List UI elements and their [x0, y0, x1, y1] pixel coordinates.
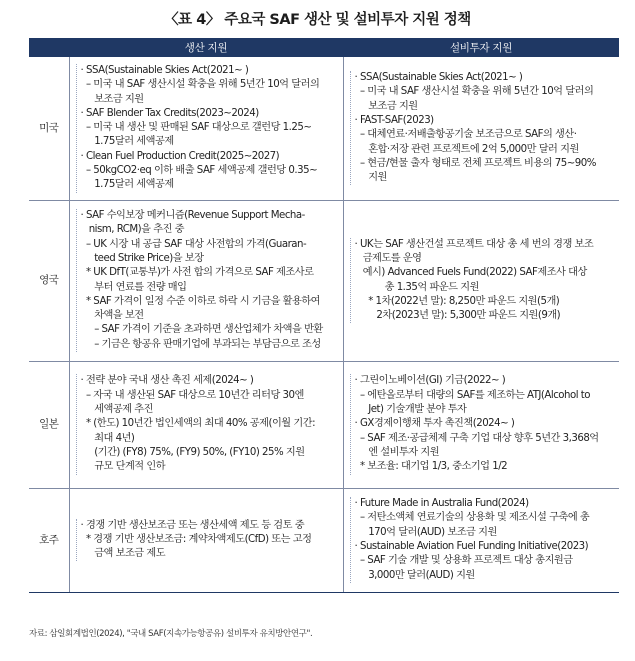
production-cell — [69, 200, 343, 361]
cell-line: – SAF 제조·공급체제 구축 기업 대상 향후 5년간 3,368억 — [354, 432, 599, 444]
country-cell: 영국 — [29, 200, 69, 361]
cell-line: teed Strike Price)을 보장 — [80, 252, 204, 264]
cell-line: · SAF Blender Tax Credits(2023~2024) — [80, 107, 259, 119]
cell-line: 세액공제 추진 — [80, 404, 153, 416]
cell-line: 부터 연료를 전량 매입 — [80, 281, 187, 293]
cell-line: 엔 설비투자 지원 — [354, 446, 440, 458]
cell-line: – SAF 기술 개발 및 상용화 프로젝트 대상 총지원금 — [354, 555, 573, 567]
cell-line: 혼합·저장 관련 프로젝트에 2억 5,000만 달러 지원 — [354, 143, 579, 155]
cell-line: * 보조율: 대기업 1/3, 중소기업 1/2 — [354, 461, 508, 473]
table-title: 〈표 4〉 주요국 SAF 생산 및 설비투자 지원 정책 — [164, 12, 471, 28]
cell-line: 최대 4년) — [80, 432, 135, 444]
cell-line: – 자국 내 생산된 SAF 대상으로 10년간 리터당 30엔 — [80, 389, 304, 401]
production-cell — [69, 57, 343, 200]
cell-line: 규모 단계적 인하 — [80, 461, 166, 473]
cell-line: · Future Made in Australia Fund(2024) — [354, 498, 529, 510]
cell-line: · Sustainable Aviation Fuel Funding Initiative(2023) — [354, 541, 589, 552]
cell-line: * 경쟁 기반 생산보조금: 계약차액제도(CfD) 또는 고정 — [80, 533, 312, 545]
production-list — [76, 209, 339, 352]
cell-line: 예시) Advanced Fuels Fund(2022) SAF제조사 대상 — [354, 267, 587, 279]
cell-line: · SSA(Sustainable Skies Act(2021~ ) — [354, 72, 523, 84]
cell-line: * UK DfT(교통부)가 사전 합의 가격으로 SAF 제조사로 — [80, 267, 314, 279]
cell-line: – 미국 내 SAF 생산시설 확충을 위해 5년간 10억 달러의 — [354, 86, 594, 98]
investment-cell — [343, 57, 619, 200]
production-cell — [69, 488, 343, 592]
investment-list — [350, 238, 616, 324]
cell-line: * (한도) 10년간 법인세액의 최대 40% 공제(이월 기간: — [80, 418, 315, 430]
cell-line: 1.75달러 세액공제 — [80, 179, 174, 191]
cell-line: 보조금 지원 — [80, 93, 144, 105]
cell-line: nism, RCM)을 추진 중 — [80, 224, 184, 236]
cell-line: 총 1.35억 파운드 지원 — [354, 281, 479, 293]
country-cell: 일본 — [29, 361, 69, 488]
cell-line: · 그린이노베이션(GI) 기금(2022~ ) — [354, 375, 506, 387]
cell-line: – 미국 내 SAF 생산시설 확충을 위해 5년간 10억 달러의 — [80, 79, 320, 91]
header-row — [29, 38, 619, 57]
cell-line: * 1차(2022년 말): 8,250만 파운드 지원(5개) — [354, 295, 560, 307]
table-row — [29, 488, 619, 592]
production-cell — [69, 361, 343, 488]
country-cell: 호주 — [29, 488, 69, 592]
cell-line: – 50kgCO2·eq 이하 배출 SAF 세액공제 갤런당 0.35~ — [80, 164, 318, 176]
table-row — [29, 200, 619, 361]
cell-line: 지원 — [354, 172, 387, 184]
cell-line: – 현금/현물 출자 형태로 전체 프로젝트 비용의 75~90% — [354, 157, 596, 169]
investment-cell — [343, 200, 619, 361]
header-country — [29, 38, 69, 57]
source-note: 자료: 삼일회계법인(2024), "국내 SAF(지속가능항공유) 설비투자 유치방안연구". — [29, 629, 313, 639]
table-row — [29, 57, 619, 200]
cell-line: · SSA(Sustainable Skies Act(2021~ ) — [80, 64, 249, 76]
cell-line: · GX경제이행채 투자 촉진책(2024~ ) — [354, 418, 515, 430]
cell-line: – 저탄소액체 연료기술의 상용화 및 제조시설 구축에 총 — [354, 512, 590, 524]
cell-line: * SAF 가격이 일정 수준 이하로 하락 시 기금을 활용하여 — [80, 295, 321, 307]
production-list — [76, 374, 339, 474]
cell-line: · SAF 수익보장 메커니즘(Revenue Support Mecha- — [80, 210, 305, 222]
cell-line: 금액 보조금 제도 — [80, 548, 166, 560]
cell-line: – 기금은 항공유 판매기업에 부과되는 부담금으로 조성 — [80, 338, 321, 350]
investment-cell — [343, 361, 619, 488]
cell-line: 3,000만 달러(AUD) 지원 — [354, 569, 475, 581]
cell-line: 금제도를 운영 — [354, 252, 422, 264]
cell-line: · UK는 SAF 생산건설 프로젝트 대상 총 세 번의 경쟁 보조 — [354, 238, 594, 250]
cell-line: – SAF 가격이 기준을 초과하면 생산업체가 차액을 반환 — [80, 324, 323, 336]
country-cell: 미국 — [29, 57, 69, 200]
cell-line: (기간) (FY8) 75%, (FY9) 50%, (FY10) 25% 지원 — [80, 446, 305, 458]
cell-line: 1.75달러 세액공제 — [80, 136, 174, 148]
investment-list — [350, 71, 616, 185]
cell-line: · 경쟁 기반 생산보조금 또는 생산세액 제도 등 검토 중 — [80, 519, 305, 531]
table-row — [29, 361, 619, 488]
cell-line: – 미국 내 생산 및 판매된 SAF 대상으로 갤런당 1.25~ — [80, 122, 312, 134]
cell-line: – 에탄올로부터 대량의 SAF를 제조하는 ATJ(Alcohol to — [354, 389, 591, 401]
cell-line: 보조금 지원 — [354, 100, 418, 112]
cell-line: – 대체연료·저배출항공기술 보조금으로 SAF의 생산· — [354, 129, 577, 141]
cell-line: 170억 달러(AUD) 보조금 지원 — [354, 526, 497, 538]
investment-list — [350, 497, 616, 583]
production-list — [76, 64, 339, 193]
header-production: 생산 지원 — [69, 38, 343, 57]
cell-line: 차액을 보전 — [80, 310, 144, 322]
cell-line: · Clean Fuel Production Credit(2025~2027) — [80, 150, 280, 162]
cell-line: · FAST-SAF(2023) — [354, 114, 434, 126]
investment-list — [350, 374, 616, 474]
policy-table — [29, 38, 619, 593]
cell-line: 2차(2023년 말): 5,300만 파운드 지원(9개) — [354, 310, 561, 322]
production-list — [76, 519, 339, 562]
cell-line: Jet) 기술개발 분야 투자 — [354, 404, 467, 416]
cell-line: · 전략 분야 국내 생산 촉진 세제(2024~ ) — [80, 375, 254, 387]
header-investment: 설비투자 지원 — [343, 38, 619, 57]
investment-cell — [343, 488, 619, 592]
cell-line: – UK 시장 내 공급 SAF 대상 사전합의 가격(Guaran- — [80, 238, 307, 250]
